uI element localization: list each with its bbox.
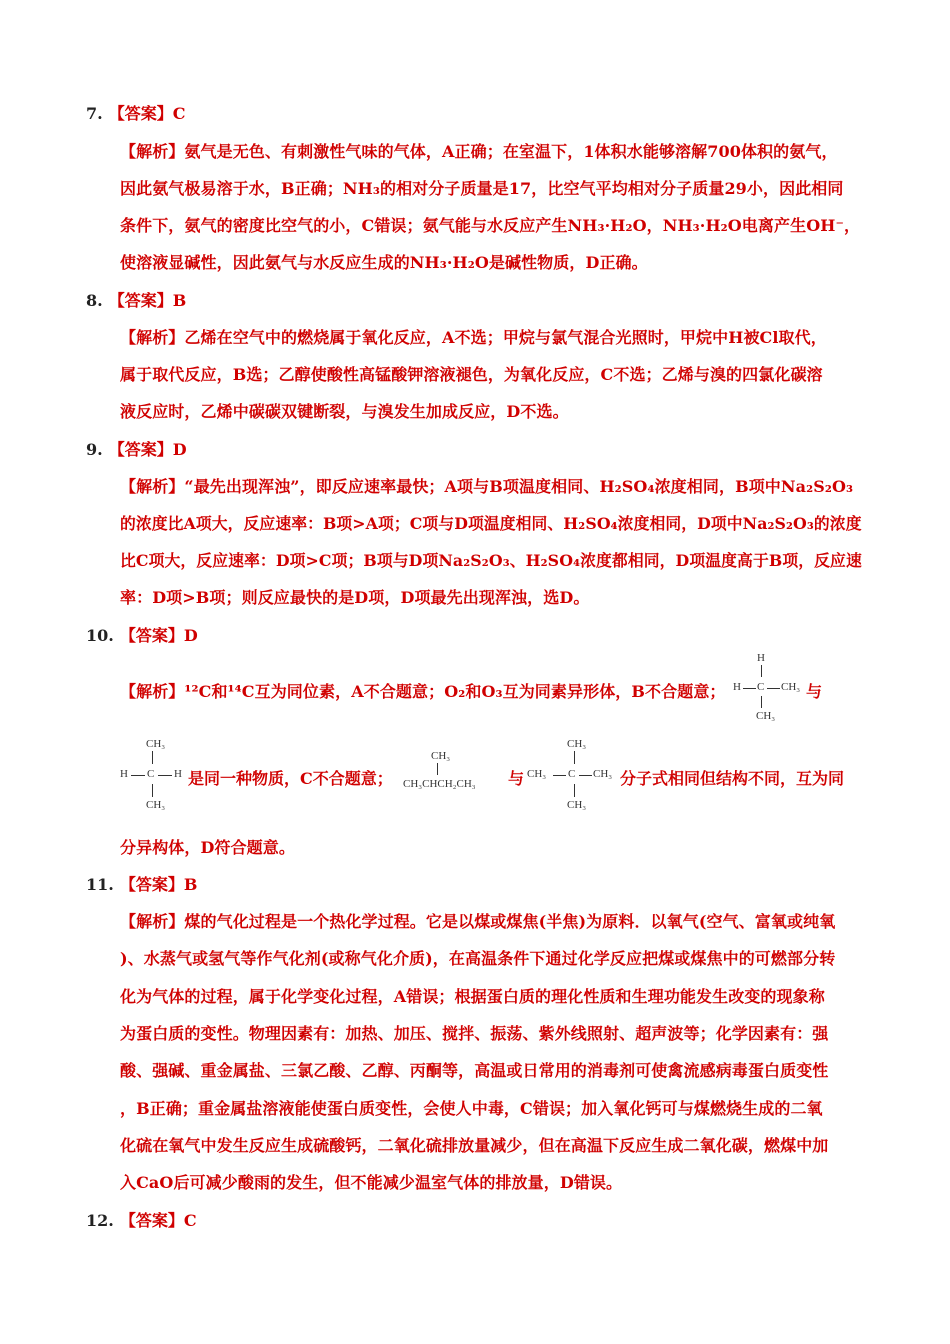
- answer-value: C: [183, 1211, 197, 1230]
- analysis-text: 是同一种物质，C不合题意；: [188, 769, 393, 788]
- answer-value: D: [172, 440, 187, 459]
- answer-tag: 【答案】: [108, 440, 173, 459]
- analysis-line: 化硫在氧气中发生反应生成硫酸钙，二氧化硫排放量减少，但在高温下反应生成二氧化碳，燃煤中加: [120, 1136, 829, 1155]
- analysis-text: 与: [806, 682, 823, 701]
- question-number: 7.: [86, 104, 103, 123]
- question-number: 12.: [86, 1211, 114, 1230]
- question-12-header: [86, 1208, 197, 1231]
- answer-tag: 【答案】: [119, 1211, 184, 1230]
- question-number: 9.: [86, 440, 103, 459]
- analysis-line: 入CaO后可减少酸雨的发生，但不能减少温室气体的排放量，D错误。: [120, 1173, 623, 1192]
- analysis-text: 与: [508, 769, 525, 788]
- analysis-line: 酸、强碱、重金属盐、三氯乙酸、乙醇、丙酮等，高温或日常用的消毒剂可使禽流感病毒蛋白质变性: [120, 1061, 829, 1080]
- answer-tag: 【答案】: [108, 291, 173, 310]
- question-number: 10.: [86, 626, 114, 645]
- answer-value: C: [172, 104, 186, 123]
- answer-tag: 【答案】: [108, 104, 173, 123]
- answer-value: D: [183, 626, 198, 645]
- analysis-line: 因此氨气极易溶于水，B正确；NH₃的相对分子质量是17，比空气平均相对分子质量29小，因此相同: [120, 179, 844, 198]
- analysis-line: 液反应时，乙烯中碳碳双键断裂，与溴发生加成反应，D不选。: [120, 402, 569, 421]
- analysis-line: ，B正确；重金属盐溶液能使蛋白质变性，会使人中毒，C错误；加入氧化钙可与煤燃烧生成的二氧: [120, 1099, 823, 1118]
- analysis-line: 【解析】煤的气化过程是一个热化学过程。它是以煤或煤焦(半焦)为原料．以氧气(空气、富氧或纯氧: [120, 912, 836, 931]
- analysis-text: 分子式相同但结构不同，互为同: [620, 769, 845, 788]
- answer-tag: 【答案】: [119, 626, 184, 645]
- analysis-line: 属于取代反应，B选；乙醇使酸性高锰酸钾溶液褪色，为氧化反应，C不选；乙烯与溴的四氯化碳溶: [120, 365, 823, 384]
- analysis-line: 【解析】氨气是无色、有刺激性气味的气体，A正确；在室温下，1体积水能够溶解700体积的氨气，: [120, 142, 838, 161]
- question-7-header: [86, 101, 185, 124]
- question-8-header: [86, 288, 186, 311]
- question-11-header: [86, 872, 197, 895]
- analysis-line: 【解析】“最先出现浑浊”，即反应速率最快；A项与B项温度相同、H₂SO₄浓度相同，B项中Na₂S₂O₃: [120, 477, 854, 496]
- analysis-line: 使溶液显碱性，因此氨气与水反应生成的NH₃·H₂O是碱性物质，D正确。: [120, 253, 648, 272]
- question-10-header: [86, 623, 198, 646]
- question-9-header: [86, 437, 187, 460]
- answer-value: B: [172, 291, 187, 310]
- analysis-line: 率：D项>B项；则反应最快的是D项，D项最先出现浑浊，选D。: [120, 588, 590, 607]
- answer-tag: 【答案】: [119, 875, 184, 894]
- question-number: 8.: [86, 291, 103, 310]
- answer-value: B: [183, 875, 198, 894]
- analysis-line: 【解析】乙烯在空气中的燃烧属于氧化反应，A不选；甲烷与氯气混合光照时，甲烷中H被Cl取代，: [120, 328, 827, 347]
- structural-formula-1: H H C CH₃ CH₃: [733, 652, 801, 722]
- analysis-line: 的浓度比A项大，反应速率：B项>A项；C项与D项温度相同、H₂SO₄浓度相同，D项中Na₂S₂O₃的浓度: [120, 514, 862, 533]
- analysis-line: )、水蒸气或氢气等作气化剂(或称气化介质)，在高温条件下通过化学反应把煤或煤焦中的可燃部分转: [120, 949, 836, 968]
- analysis-line: 化为气体的过程，属于化学变化过程，A错误；根据蛋白质的理化性质和生理功能发生改变的现象称: [120, 987, 825, 1006]
- analysis-line: 比C项大，反应速率：D项>C项；B项与D项Na₂S₂O₃、H₂SO₄浓度都相同，D项温度高于B项，反应速: [120, 551, 862, 570]
- analysis-line: 条件下，氨气的密度比空气的小，C错误；氨气能与水反应产生NH₃·H₂O，NH₃·H₂O电离产生OH⁻，: [120, 216, 861, 235]
- structural-formula-2: CH₃ H C H CH₃: [120, 738, 182, 811]
- structural-formula-4: CH₃ CH₃ C CH₃ CH₃: [527, 738, 613, 811]
- question-number: 11.: [86, 875, 114, 894]
- analysis-line: 分异构体，D符合题意。: [120, 838, 295, 857]
- structural-formula-3: CH₃ CH₃CHCH₂CH₃: [403, 750, 476, 790]
- analysis-line: 【解析】¹²C和¹⁴C互为同位素，A不合题意；O₂和O₃互为同素异形体，B不合题意；: [120, 682, 726, 701]
- analysis-line: 为蛋白质的变性。物理因素有：加热、加压、搅拌、振荡、紫外线照射、超声波等；化学因素有：强: [120, 1024, 829, 1043]
